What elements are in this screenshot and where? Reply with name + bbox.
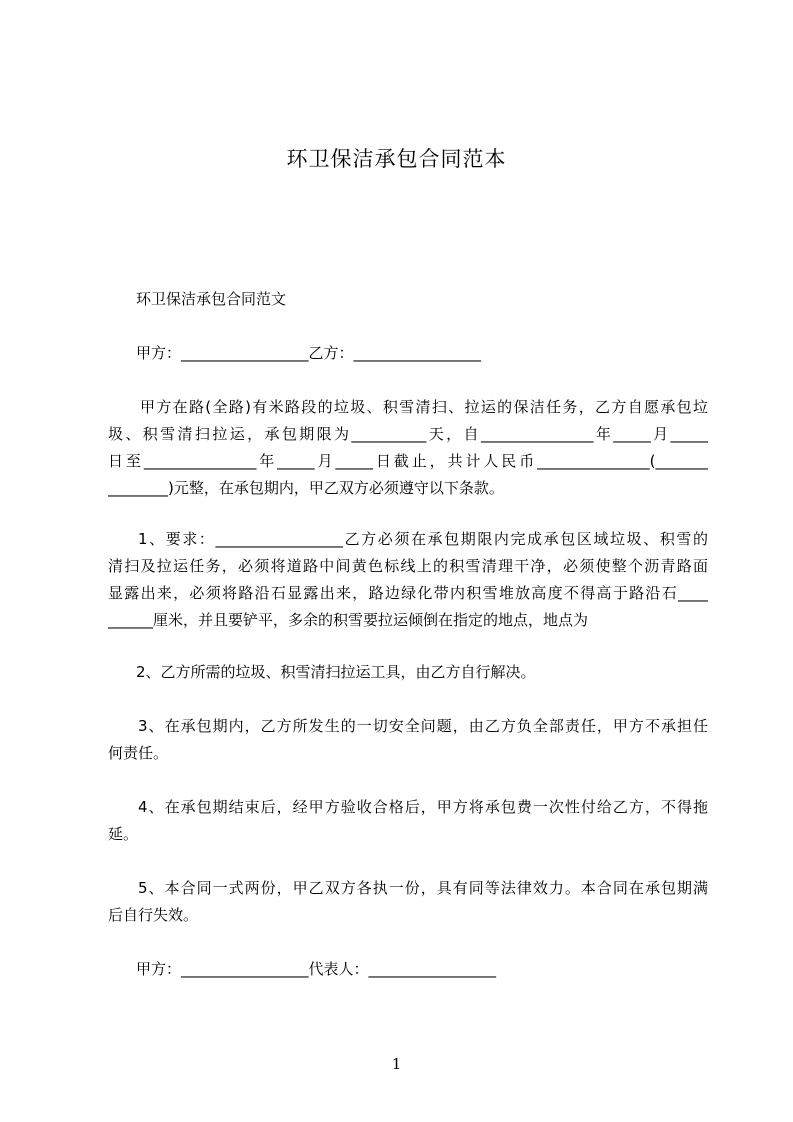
clause-3 xyxy=(108,713,708,767)
document-subtitle: 环卫保洁承包合同范文 xyxy=(136,290,287,308)
clause-1-line-1: 1、要求：_________________乙方必须在承包期限内完成承包区域垃圾、积雪的 xyxy=(138,530,708,548)
intro-line-3: 日至_______________年_____月_____日截止，共计人民币_______________(_______ xyxy=(108,452,708,470)
clause-2 xyxy=(108,659,708,686)
clause-4-line-2: 延。 xyxy=(108,825,139,843)
page-number: 1 xyxy=(391,1055,402,1073)
clause-3-line-1: 3、在承包期内，乙方所发生的一切安全问题，由乙方负全部责任，甲方不承担任 xyxy=(138,717,708,735)
signature-line: 甲方：_________________代表人：_________________ xyxy=(136,960,497,978)
parties-line: 甲方：_________________乙方：_________________ xyxy=(136,344,482,362)
clause-1-line-3: 显露出来，必须将路沿石显露出来，路边绿化带内积雪堆放高度不得高于路沿石____ xyxy=(108,584,708,602)
clause-5-line-2: 后自行失效。 xyxy=(108,906,199,924)
clause-4-line-1: 4、在承包期结束后，经甲方验收合格后，甲方将承包费一次性付给乙方，不得拖 xyxy=(138,798,708,816)
clause-5-line-1: 5、本合同一式两份，甲乙双方各执一份，具有同等法律效力。本合同在承包期满 xyxy=(138,879,708,897)
clause-1-line-4: ______厘米，并且要铲平，多余的积雪要拉运倾倒在指定的地点，地点为 xyxy=(108,611,589,629)
intro-paragraph xyxy=(108,394,708,502)
intro-line-2: 圾、积雪清扫拉运，承包期限为__________天，自_______________年_____月_____ xyxy=(108,425,708,443)
intro-line-1: 甲方在路(全路)有米路段的垃圾、积雪清扫、拉运的保洁任务，乙方自愿承包垃 xyxy=(140,398,708,416)
clause-1 xyxy=(108,526,708,634)
clause-5 xyxy=(108,875,708,929)
clause-2-line-1: 2、乙方所需的垃圾、积雪清扫拉运工具，由乙方自行解决。 xyxy=(136,663,536,681)
clause-3-line-2: 何责任。 xyxy=(108,744,169,762)
document-title: 环卫保洁承包合同范本 xyxy=(286,147,507,171)
intro-line-4: ________)元整，在承包期内，甲乙双方必须遵守以下条款。 xyxy=(108,479,504,497)
clause-4 xyxy=(108,794,708,848)
clause-1-line-2: 清扫及拉运任务，必须将道路中间黄色标线上的积雪清理干净，必须使整个沥青路面 xyxy=(108,557,708,575)
